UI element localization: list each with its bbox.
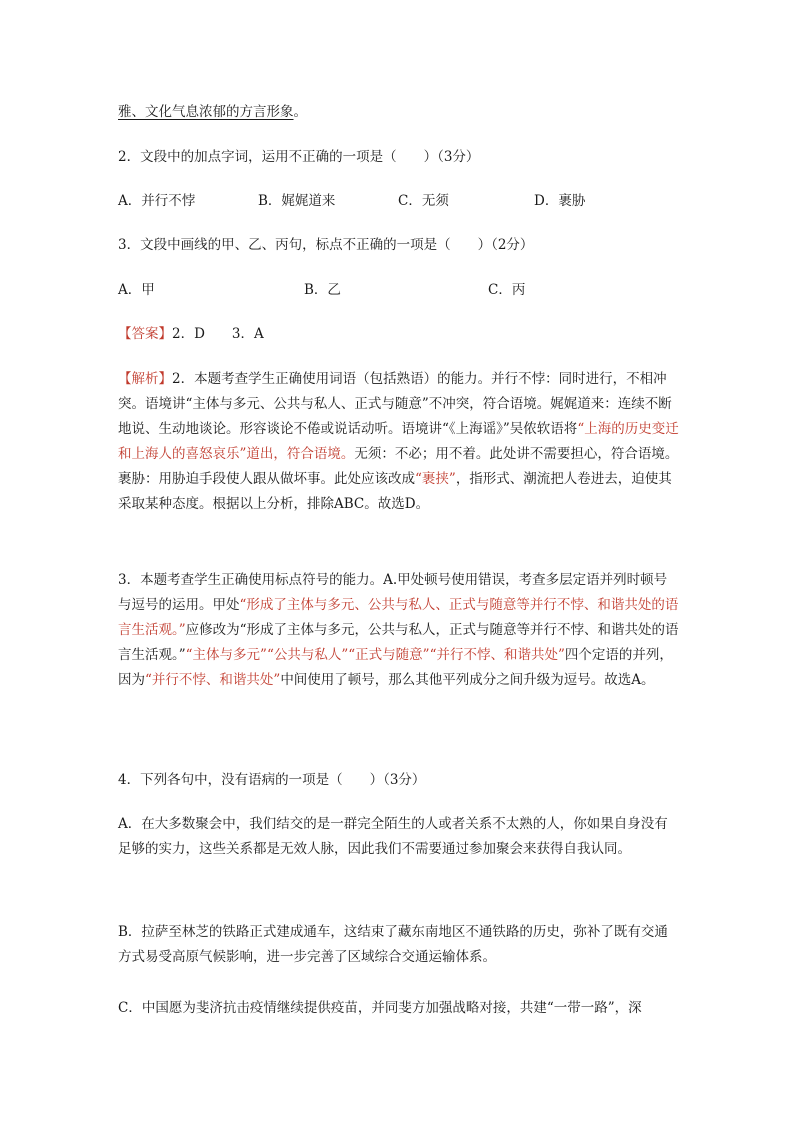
question-2-options [118,189,680,214]
analysis-label: 【解析】 [118,371,172,387]
question-2-stem: 2．文段中的加点字词，运用不正确的一项是（ ）（3分） [118,149,480,165]
continued-text-line [118,100,680,125]
p1-seg-0: 2．本题考查学生正确使用词语（包括熟语）的能力。并行不悖：同时进行，不相冲突。语境讲“主体与多元、公共与私人、正式与随意”不冲突，符合语境。娓娓道来：连续不断地说、生动地谈论。形容谈论不倦或说话动听。语境讲“《上海谣》”吴侬软语将 [118,371,672,437]
question-4-stem: 4．下列各句中，没有语病的一项是（ ）（3分） [118,772,426,788]
p1-seg-4: ，指形式、潮流把人卷进去，迫使其采取某种态度。根据以上分析，排除ABC。故选D。 [118,471,672,512]
answer-text: 2．D 3．A [172,326,264,342]
p1-seg-2: 无须：不必；用不着。此处讲不需要担心，符合语境。裹胁：用胁迫手段使人跟从做坏事。此处应该改成 [118,446,679,487]
analysis-paragraph-2 [118,568,680,693]
p2-seg-3: “主体与多元”“公共与私人”“正式与随意”“并行不悖、和谐共处” [185,647,565,663]
p1-seg-3: “裹挟” [415,471,456,487]
p2-seg-0: 3．本题考查学生正确使用标点符号的能力。A.甲处顿号使用错误，考查多层定语并列时顿号与逗号的运用。甲处 [118,572,668,613]
q2-option-c: C．无须 [398,193,449,209]
p2-seg-2: 应修改为“形成了主体与多元，公共与私人，正式与随意等并行不悖、和谐共处的语言生活观。” [118,622,679,663]
q4-option-a: A．在大多数聚会中，我们结交的是一群完全陌生的人或者关系不太熟的人，你如果自身没有足够的实力，这些关系都是无效人脉，因此我们不需要通过参加聚会来获得自我认同。 [118,816,668,857]
q3-option-c: C．丙 [488,282,526,298]
p1-seg-1: “上海的历史变迁和上海人的喜怒哀乐”道出，符合语境。 [118,421,679,462]
period: 。 [293,104,307,120]
q3-option-b: B．乙 [304,282,341,298]
q2-option-b: B．娓娓道来 [258,193,336,209]
analysis-paragraph-1 [118,367,680,517]
question-3-stem: 3．文段中画线的甲、乙、丙句，标点不正确的一项是（ ）（2分） [118,237,534,253]
underlined-sentence-end: 雅、文化气息浓郁的方言形象 [118,104,294,120]
q3-option-a: A．甲 [118,282,155,298]
p2-seg-6: 中间使用了顿号，那么其他平列成分之间升级为逗号。故选A。 [280,672,655,688]
question-3-options [118,278,680,303]
q4-option-b: B．拉萨至林芝的铁路正式建成通车，这结束了藏东南地区不通铁路的历史，弥补了既有交通方式易受高原气候影响，进一步完善了区域综合交通运输体系。 [118,924,668,965]
answer-label: 【答案】 [118,326,172,342]
p2-seg-4: 四个定语的并列，因为 [118,647,673,688]
q2-option-d: D．裹胁 [534,193,586,209]
q4-option-c: C．中国愿为斐济抗击疫情继续提供疫苗，并同斐方加强战略对接，共建“一带一路”，深 [118,1000,642,1016]
p2-seg-1: “形成了主体与多元、公共与私人、正式与随意等并行不悖、和谐共处的语言生活观。” [118,597,679,638]
p2-seg-5: “并行不悖、和谐共处” [145,672,281,688]
q2-option-a: A．并行不悖 [118,193,196,209]
answer-line [118,322,680,347]
